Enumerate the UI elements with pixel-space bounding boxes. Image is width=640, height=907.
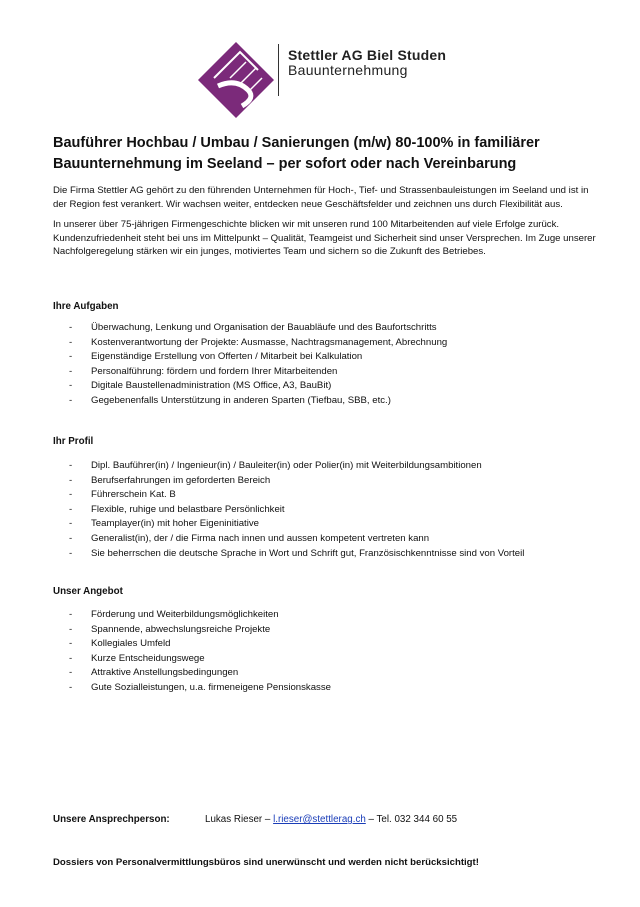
list-item: - Sie beherrschen die deutsche Sprache in Wort und Schrift gut, Französischkenntnisse sind von Vorteil [69,547,525,559]
profile-section [53,435,598,561]
tasks-list [53,321,598,409]
list-item: - Führerschein Kat. B [69,489,176,501]
list-item: - Spannende, abwechslungsreiche Projekte [69,623,271,635]
offer-list [53,608,598,696]
list-item: - Förderung und Weiterbildungsmöglichkeiten [69,609,279,620]
contact-phone: – Tel. 032 344 60 55 [365,814,458,825]
contact-email-link[interactable]: l.rieser@stettlerag.ch [273,814,366,825]
disclaimer: Dossiers von Personalvermittlungsbüros sind unerwünscht und werden nicht berücksichtigt! [53,857,479,868]
list-item: - Attraktive Anstellungsbedingungen [69,667,239,679]
list-item: - Digitale Baustellenadministration (MS Office, A3, BauBit) [69,380,332,392]
intro-paragraph-2: In unserer über 75-jährigen Firmengeschichte blicken wir mit unseren rund 100 Mitarbeitenden auf viele Erfolge zurück. Kundenzufriedenheit steht bei uns im Mittelpunkt – Qualität, Teamgeist und Sicherheit sind unser Versprechen. Im Zuge unserer Nachfolgeregelung stärken wir ein junges, motiviertes Team und sichern so die Zukunft des Betriebes. [53,219,596,257]
contact-name: Lukas Rieser – [205,814,274,825]
company-name: Stettler AG Biel Studen [288,47,447,63]
list-item: - Flexible, ruhige und belastbare Persönlichkeit [69,503,285,515]
list-item: - Gegebenenfalls Unterstützung in anderen Sparten (Tiefbau, SBB, etc.) [69,394,391,406]
list-item: - Überwachung, Lenkung und Organisation der Bauabläufe und des Baufortschritts [69,322,437,333]
list-item: - Kostenverantwortung der Projekte: Ausmasse, Nachtragsmanagement, Abrechnung [69,336,448,348]
list-item: - Berufserfahrungen im geforderten Bereich [69,474,271,486]
tasks-section [53,300,598,409]
list-item: - Dipl. Bauführer(in) / Ingenieur(in) / Bauleiter(in) oder Polier(in) mit Weiterbildungsambitionen [69,460,482,471]
tasks-heading: Ihre Aufgaben [53,301,119,312]
offer-section [53,585,598,696]
intro-paragraph-1: Die Firma Stettler AG gehört zu den führenden Unternehmen für Hoch-, Tief- und Strassenbauleistungen im Seeland und ist in der Region fest verankert. Wir wachsen weiter, entdecken neue Geschäftsfelder und zeichnen uns durch Flexibilität aus. [53,185,589,210]
offer-heading: Unser Angebot [53,586,123,597]
stettler-logo-icon [196,40,276,120]
list-item: - Personalführung: fördern und fordern Ihrer Mitarbeitenden [69,365,338,377]
profile-list [53,459,598,561]
list-item: - Teamplayer(in) mit hoher Eigeninitiative [69,518,259,530]
contact-line [53,814,457,825]
company-block [288,47,446,78]
company-subtitle: Bauunternehmung [288,62,408,78]
profile-heading: Ihr Profil [53,436,94,447]
intro-section [53,133,598,266]
list-item: - Kurze Entscheidungswege [69,652,205,664]
company-logo [196,40,496,120]
list-item: - Gute Sozialleistungen, u.a. firmeneigene Pensionskasse [69,681,331,693]
logo-divider [278,44,279,96]
list-item: - Generalist(in), der / die Firma nach innen und aussen kompetent vertreten kann [69,532,430,544]
contact-label: Unsere Ansprechperson: [53,814,170,825]
list-item: - Kollegiales Umfeld [69,638,171,650]
list-item: - Eigenständige Erstellung von Offerten / Mitarbeit bei Kalkulation [69,351,363,363]
job-title: Bauführer Hochbau / Umbau / Sanierungen (m/w) 80-100% in familiärer Bauunternehmung im Seeland – per sofort oder nach Vereinbarung [53,135,540,172]
